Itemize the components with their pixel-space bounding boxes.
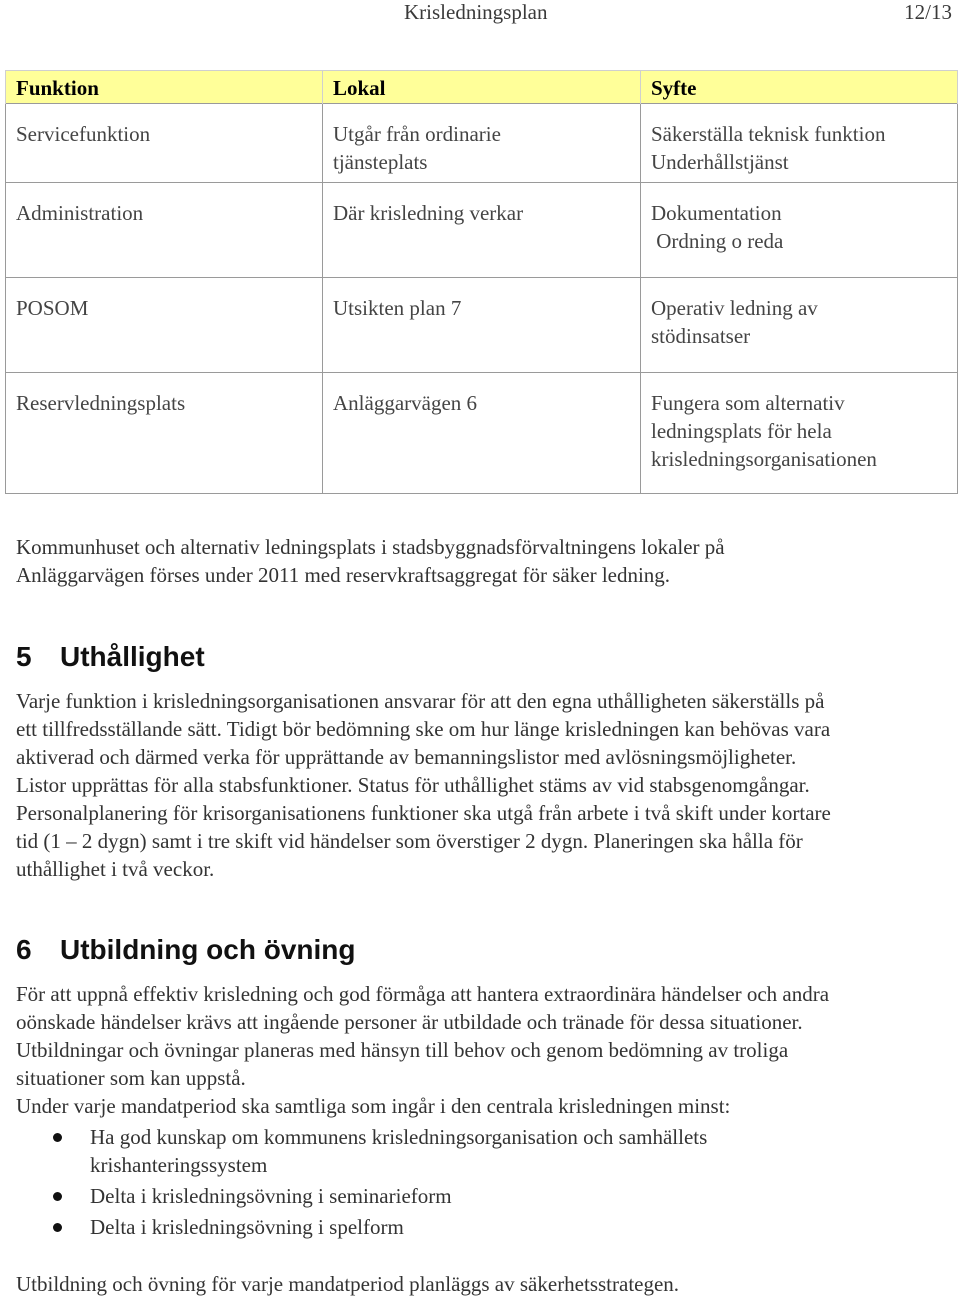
column-header-syfte: Syfte: [641, 71, 958, 104]
cell-syfte: [641, 278, 958, 373]
cell-line: Utgår från ordinarie: [333, 122, 501, 146]
text-line: oönskade händelser krävs att ingående personer är utbildade och tränade för dessa situationer.: [16, 1010, 803, 1034]
text-line: uthållighet i två veckor.: [16, 857, 215, 881]
cell-lokal: [323, 183, 641, 278]
page-number: 12/13: [904, 0, 952, 24]
text-line: situationer som kan uppstå.: [16, 1066, 246, 1090]
text-line: Kommunhuset och alternativ ledningsplats i stadsbyggnadsförvaltningens lokaler på: [16, 535, 725, 559]
cell-syfte: [641, 104, 958, 183]
cell-line: Anläggarvägen 6: [333, 391, 478, 415]
text-line: Personalplanering för krisorganisationens funktioner ska utgå från arbete i två skift under kortare: [16, 801, 831, 825]
text-line: Delta i krisledningsövning i spelform: [90, 1215, 404, 1239]
closing-paragraph: [16, 1270, 946, 1298]
section-number: 6: [16, 934, 32, 965]
bullet-icon: [53, 1223, 62, 1232]
cell-funktion: [6, 104, 323, 183]
cell-line: Fungera som alternativ: [651, 391, 845, 415]
cell-funktion: [6, 373, 323, 494]
text-line: Ha god kunskap om kommunens krisledningsorganisation och samhällets: [90, 1125, 708, 1149]
cell-line: Administration: [16, 201, 144, 225]
text-line: Anläggarvägen förses under 2011 med reservkraftsaggregat för säker ledning.: [16, 563, 671, 587]
cell-lokal: [323, 373, 641, 494]
section-title: Uthållighet: [60, 641, 205, 672]
cell-syfte: [641, 373, 958, 494]
page-header: [0, 0, 960, 28]
cell-line: Dokumentation: [651, 201, 782, 225]
cell-line: POSOM: [16, 296, 89, 320]
text-line: För att uppnå effektiv krisledning och god förmåga att hantera extraordinära händelser och andra: [16, 982, 830, 1006]
cell-line: Reservledningsplats: [16, 391, 186, 415]
text-line: Listor upprättas för alla stabsfunktioner. Status för uthållighet stäms av vid stabsgenomgångar.: [16, 773, 810, 797]
text-line: aktiverad och därmed verka för upprättande av bemanningslistor med avlösningsmöjligheter.: [16, 745, 797, 769]
table-row: [6, 278, 958, 373]
cell-line: tjänsteplats: [333, 150, 428, 174]
section-6-body: [16, 980, 946, 1120]
function-table: [5, 70, 958, 494]
text-line: Utbildning och övning för varje mandatperiod planläggs av säkerhetsstrategen.: [16, 1272, 680, 1296]
cell-line: ledningsplats för hela: [651, 419, 832, 443]
cell-line: Säkerställa teknisk funktion: [651, 122, 886, 146]
table-row: [6, 183, 958, 278]
cell-lokal: [323, 104, 641, 183]
cell-line: stödinsatser: [651, 324, 751, 348]
section-title: Utbildning och övning: [60, 934, 356, 965]
cell-line: Där krisledning verkar: [333, 201, 524, 225]
section-number: 5: [16, 641, 32, 672]
section-6-heading: [16, 934, 356, 966]
section-5-body: [16, 687, 946, 883]
cell-line: Servicefunktion: [16, 122, 151, 146]
table-header-row: [6, 71, 958, 104]
text-line: krishanteringssystem: [90, 1153, 268, 1177]
document-title: Krisledningsplan: [404, 0, 548, 24]
column-header-funktion: Funktion: [6, 71, 323, 104]
text-line: Varje funktion i krisledningsorganisationen ansvarar för att den egna uthålligheten säkerställs på: [16, 689, 825, 713]
cell-funktion: [6, 183, 323, 278]
table-row: [6, 104, 958, 183]
requirements-list: [16, 1123, 916, 1244]
bullet-icon: [53, 1133, 62, 1142]
cell-line: Utsikten plan 7: [333, 296, 462, 320]
list-item: [16, 1182, 916, 1210]
section-5-heading: [16, 641, 205, 673]
cell-line: Underhållstjänst: [651, 150, 789, 174]
text-line: Delta i krisledningsövning i seminarieform: [90, 1184, 452, 1208]
list-item: [16, 1123, 916, 1179]
cell-syfte: [641, 183, 958, 278]
text-line: Under varje mandatperiod ska samtliga som ingår i den centrala krisledningen minst:: [16, 1094, 731, 1118]
bullet-icon: [53, 1192, 62, 1201]
cell-line: Operativ ledning av: [651, 296, 818, 320]
cell-lokal: [323, 278, 641, 373]
intro-paragraph: [16, 533, 946, 589]
text-line: Utbildningar och övningar planeras med hänsyn till behov och genom bedömning av troliga: [16, 1038, 789, 1062]
cell-line: Ordning o reda: [651, 229, 784, 253]
table-row: [6, 373, 958, 494]
cell-line: krisledningsorganisationen: [651, 447, 877, 471]
text-line: tid (1 – 2 dygn) samt i tre skift vid händelser som överstiger 2 dygn. Planeringen ska hålla för: [16, 829, 803, 853]
text-line: ett tillfredsställande sätt. Tidigt bör bedömning ske om hur länge krisledningen kan behövas vara: [16, 717, 831, 741]
column-header-lokal: Lokal: [323, 71, 641, 104]
list-item: [16, 1213, 916, 1241]
cell-funktion: [6, 278, 323, 373]
